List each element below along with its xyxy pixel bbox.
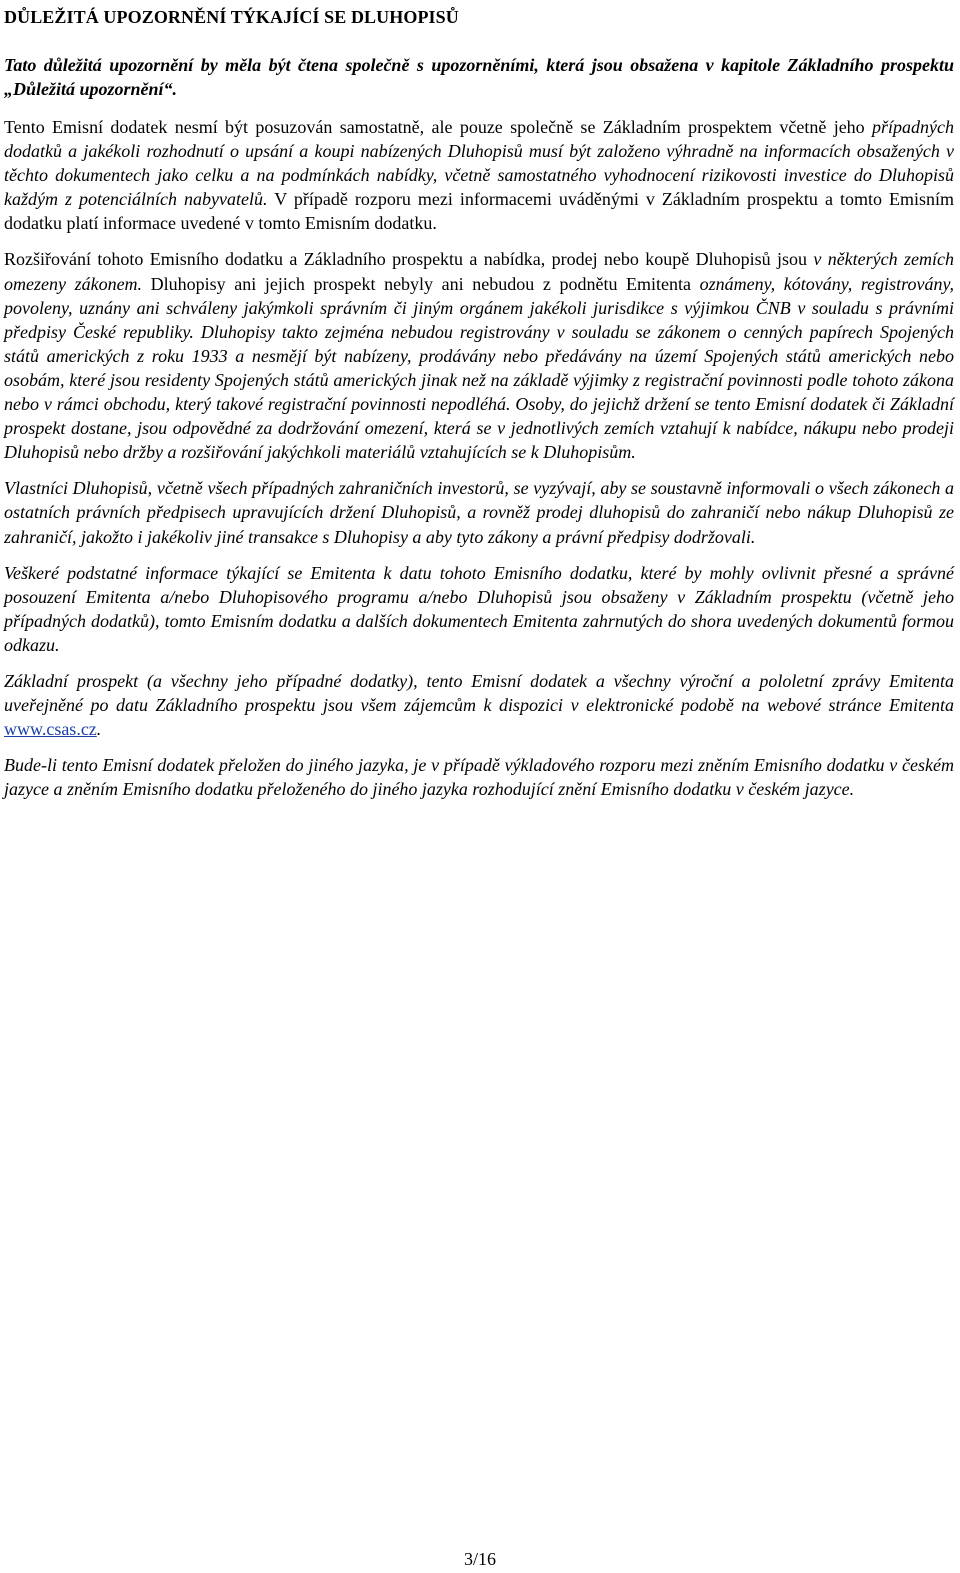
paragraph-1-italic: případných dodatků a jakékoli rozhodnutí o upsání a koupi nabízených Dluhopisů musí být založeno výhradně na informacích obsažených v těchto dokumentech jako celku a na podmínkách nabídky, včetně samostatného vyhodnocení rizikovosti investice do Dluhopisů každým z potenciálních nabyvatelů. (4, 117, 954, 210)
page-number: 3/16 (463, 1549, 496, 1569)
paragraph-2-italic: v některých zemích omezeny zákonem. (4, 249, 954, 294)
paragraph-4: Veškeré podstatné informace týkající se Emitenta k datu tohoto Emisního dodatku, které by mohly ovlivnit přesné a správné posouzení Emitenta a/nebo Dluhopisového programu a/nebo Dluhopisů jsou obsaženy v Základním prospektu (včetně jeho případných dodatků), tomto Emisním dodatku a dalších dokumentech Emitenta zahrnutých do shora uvedených dokumentů formou odkazu. (4, 562, 954, 655)
paragraph-2-normal-2: Dluhopisy ani jejich prospekt nebyly ani nebudou z podnětu Emitenta (142, 273, 700, 294)
paragraph-5 (4, 669, 954, 741)
paragraph-1-normal: Tento Emisní dodatek nesmí být posuzován samostatně, ale pouze společně se Základním prospektem včetně jeho (4, 117, 873, 137)
paragraph-1-tail: V případě rozporu mezi informacemi uváděnými v Základním prospektu a tomto Emisním dodatku platí informace uvedené v tomto Emisním dodatku. (4, 189, 954, 234)
intro-paragraph: Tato důležitá upozornění by měla být čtena společně s upozorněními, která jsou obsažena v kapitole Základního prospektu „Důležitá upozornění“. (4, 55, 954, 99)
paragraph-5-text: Základní prospekt (a všechny jeho případné dodatky), tento Emisní dodatek a všechny výroční a pololetní zprávy Emitenta uveřejněné po datu Základního prospektu jsou všem zájemcům k dispozici v elektronické podobě na webové stránce Emitenta (4, 670, 954, 716)
paragraph-2-italic-2: oznámeny, kótovány, registrovány, povoleny, uznány ani schváleny jakýmkoli správním či jiným orgánem jakékoli jurisdikce s výjimkou ČNB v souladu s právními předpisy České republiky. Dluhopisy takto zejména nebudou registrovány v souladu se zákonem o cenných papírech Spojených států amerických z roku 1933 a nesmějí být nabízeny, prodávány nebo předávány na území Spojených států amerických nebo osobám, které jsou residenty Spojených států amerických jinak než na základě výjimky z registrační povinnosti podle tohoto zákona nebo v rámci obchodu, který takové registrační povinnosti nepodléhá. Osoby, do jejichž držení se tento Emisní dodatek či Základní prospekt dostane, jsou odpovědné za dodržování omezení, která se v jednotlivých zemích vztahují k nabídce, nákupu nebo prodeji Dluhopisů nebo držby a rozšiřování jakýchkoli materiálů vztahujících se k Dluhopisům. (4, 273, 954, 463)
paragraph-2-normal: Rozšiřování tohoto Emisního dodatku a Základního prospektu a nabídka, prodej nebo koupě Dluhopisů jsou (4, 249, 814, 270)
paragraph-5-end: . (96, 719, 102, 740)
paragraph-3: Vlastníci Dluhopisů, včetně všech případných zahraničních investorů, se vyzývají, aby se soustavně informovali o všech zákonech a ostatních právních předpisech upravujících držení Dluhopisů, a rovněž prodej dluhopisů do zahraničí nebo nákup Dluhopisů ze zahraničí, jakožto i jakékoliv jiné transakce s Dluhopisy a aby tyto zákony a právní předpisy dodržovali. (4, 478, 954, 547)
document-page (4, 6, 954, 813)
website-link[interactable]: www.csas.cz (4, 719, 97, 740)
paragraph-6: Bude-li tento Emisní dodatek přeložen do jiného jazyka, je v případě výkladového rozporu mezi zněním Emisního dodatku v českém jazyce a zněním Emisního dodatku přeloženého do jiného jazyka rozhodující znění Emisního dodatku v českém jazyce. (4, 755, 954, 800)
paragraph-1 (4, 115, 954, 235)
page-title: DŮLEŽITÁ UPOZORNĚNÍ TÝKAJÍCÍ SE DLUHOPISŮ (4, 7, 459, 27)
paragraph-2 (4, 247, 954, 464)
